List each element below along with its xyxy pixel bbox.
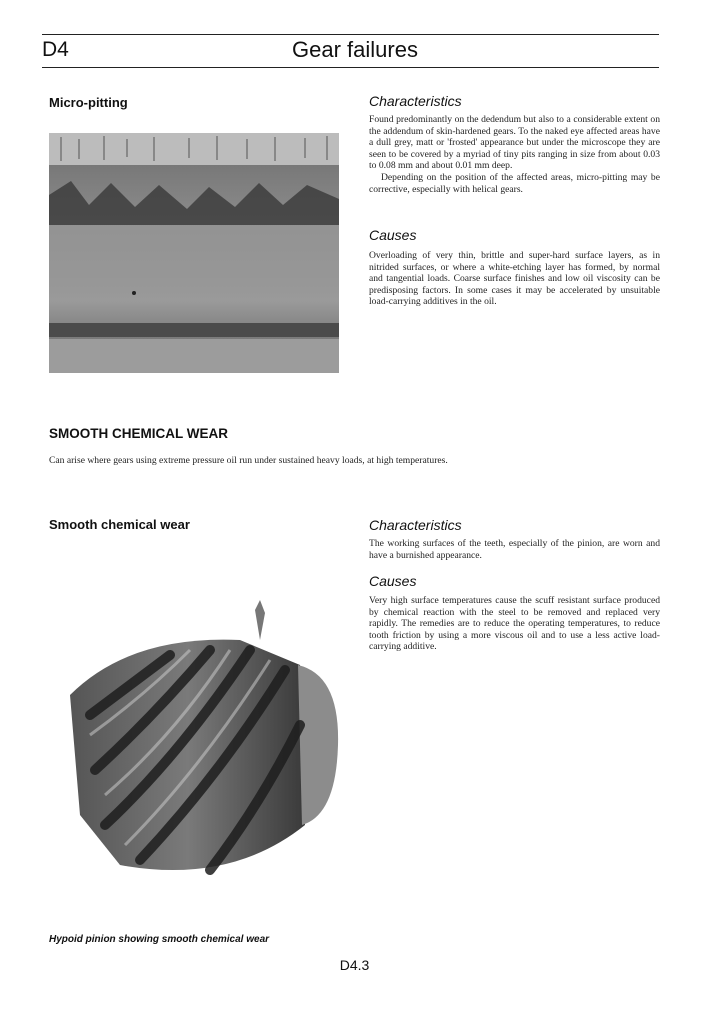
header-bottom-rule	[42, 67, 659, 68]
smooth-chemical-wear-section-heading: SMOOTH CHEMICAL WEAR	[49, 426, 228, 441]
photo-caption: Hypoid pinion showing smooth chemical wear	[49, 934, 270, 945]
micro-pitting-causes-heading: Causes	[369, 227, 417, 243]
micro-pitting-photo	[49, 133, 339, 373]
smooth-chemical-wear-causes-heading: Causes	[369, 573, 417, 589]
micro-pitting-characteristics-p2: Depending on the position of the affected areas, micro-pitting may be corrective, especially with helical gears.	[369, 171, 660, 195]
smooth-chemical-wear-intro: Can arise where gears using extreme pressure oil run under sustained heavy loads, at high temperatures.	[49, 455, 448, 466]
smooth-chemical-wear-characteristics-heading: Characteristics	[369, 517, 462, 533]
header-top-rule	[42, 34, 659, 35]
micro-pitting-characteristics-heading: Characteristics	[369, 93, 462, 109]
smooth-chemical-wear-characteristics-p1: The working surfaces of the teeth, especially of the pinion, are worn and have a burnished appearance.	[369, 538, 660, 561]
micro-pitting-causes-p1: Overloading of very thin, brittle and super-hard surface layers, as in nitrided surfaces, or where a white-etching layer has formed, by normal and tangential loads. Coarse surface finishes and low oil viscosity can be predisposing factors. In some cases it may be accelerated by unsuitable load-carrying additives in the oil.	[369, 250, 660, 308]
smooth-chemical-wear-causes-text	[369, 595, 660, 653]
micro-pitting-characteristics-p1: Found predominantly on the dedendum but also to a considerable extent on the addendum of skin-hardened gears. To the naked eye affected areas have a dull grey, matt or 'frosted' appearance but under the microscope they are seen to be covered by a myriad of tiny pits ranging in size from about 0.03 to 0.08 mm and about 0.01 mm deep.	[369, 114, 660, 172]
smooth-chemical-wear-characteristics-text	[369, 538, 660, 561]
micro-pitting-causes-text	[369, 250, 660, 308]
smooth-chemical-wear-heading: Smooth chemical wear	[49, 517, 190, 532]
micro-pitting-characteristics-text	[369, 114, 660, 195]
page-title: Gear failures	[292, 37, 418, 62]
smooth-chemical-wear-causes-p1: Very high surface temperatures cause the scuff resistant surface produced by chemical reaction with the steel to be removed and replaced very rapidly. The remedies are to reduce the operating temperatures, to reduce tooth friction by using a more viscous oil and to use a less active load-carrying additive.	[369, 595, 660, 653]
section-code: D4	[42, 38, 69, 61]
hypoid-pinion-photo	[60, 595, 342, 895]
micro-pitting-heading: Micro-pitting	[49, 95, 128, 110]
page-number: D4.3	[339, 957, 370, 973]
